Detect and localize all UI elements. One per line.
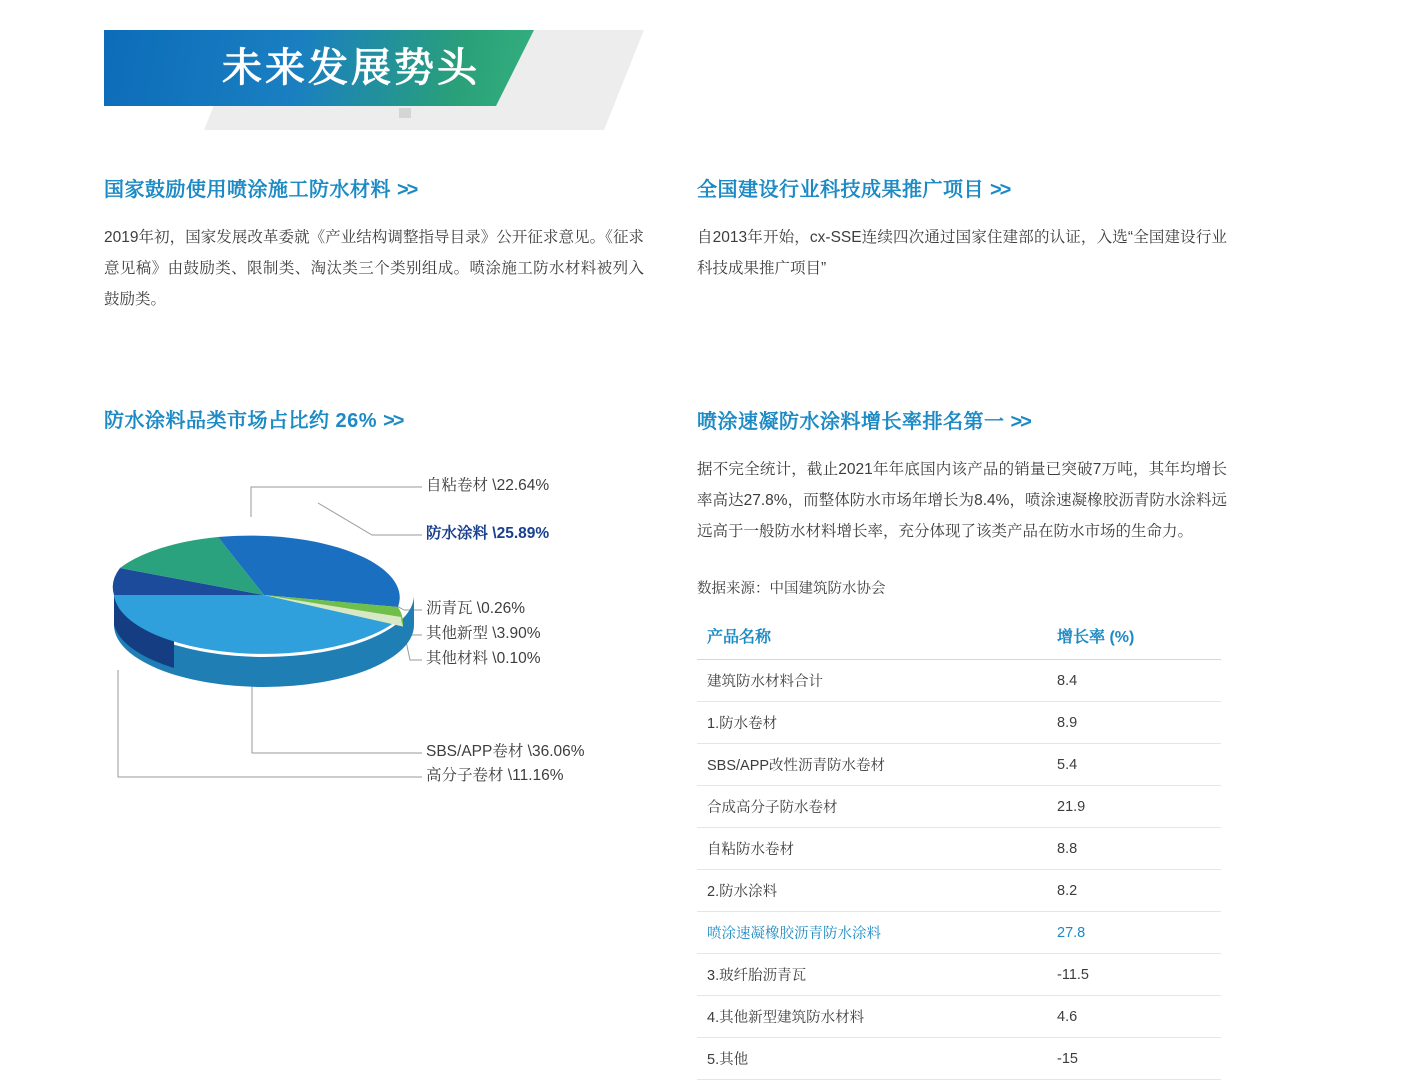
table-cell-product: 自粘防水卷材 xyxy=(697,828,1047,870)
section-growth-body: 据不完全统计，截止2021年年底国内该产品的销量已突破7万吨，其年均增长率高达27.8%，而整体防水市场年增长为8.4%，喷涂速凝橡胶沥青防水涂料远远高于一般防水材料增长率，充分体现了该类产品在防水市场的生命力。 xyxy=(697,461,1227,540)
table-row xyxy=(697,744,1221,786)
data-source-note: 数据来源：中国建筑防水协会 xyxy=(697,581,886,597)
table-cell-value: 21.9 xyxy=(1047,786,1221,828)
table-cell-value: -11.5 xyxy=(1047,954,1221,996)
table-cell-product: 2.防水涂料 xyxy=(697,870,1047,912)
table-row xyxy=(697,828,1221,870)
pie-label-liqingwa: 沥青瓦 \0.26% xyxy=(426,600,526,617)
table-row xyxy=(697,660,1221,702)
section-growth-title-text: 喷涂速凝防水涂料增长率排名第一 xyxy=(697,411,1005,433)
section-promotion-title xyxy=(697,176,1227,204)
table-cell-value: 8.9 xyxy=(1047,702,1221,744)
section-policy-title xyxy=(104,176,644,204)
section-market xyxy=(104,407,644,825)
section-policy-body: 2019年初，国家发展改革委就《产业结构调整指导目录》公开征求意见。《征求意见稿》由鼓励类、限制类、淘汰类三个类别组成。喷涂施工防水材料被列入鼓励类。 xyxy=(104,229,644,308)
table-cell-product: 5.其他 xyxy=(697,1038,1047,1080)
left-column xyxy=(104,176,644,825)
table-cell-value: 8.8 xyxy=(1047,828,1221,870)
table-cell-product: 3.玻纤胎沥青瓦 xyxy=(697,954,1047,996)
table-row xyxy=(697,702,1221,744)
section-policy xyxy=(104,176,644,315)
table-cell-value: 5.4 xyxy=(1047,744,1221,786)
section-market-title-text: 防水涂料品类市场占比约 26% xyxy=(104,410,378,432)
table-body xyxy=(697,660,1221,1080)
table-cell-product: SBS/APP改性沥青防水卷材 xyxy=(697,744,1047,786)
pie-chart-svg xyxy=(104,465,664,825)
table-cell-product: 合成高分子防水卷材 xyxy=(697,786,1047,828)
pie-label-sbsapp: SBS/APP卷材 \36.06% xyxy=(426,743,585,760)
table-row xyxy=(697,954,1221,996)
table-cell-value: -15 xyxy=(1047,1038,1221,1080)
section-growth-title xyxy=(697,408,1227,436)
pie-label-qitacailiao: 其他材料 \0.10% xyxy=(426,650,541,667)
section-growth xyxy=(697,408,1227,1080)
table-cell-product: 1.防水卷材 xyxy=(697,702,1047,744)
chevron-right-icon: >> xyxy=(397,179,417,201)
banner-tick-mark xyxy=(399,108,411,118)
table-row xyxy=(697,870,1221,912)
table-cell-value: 27.8 xyxy=(1047,912,1221,954)
table-row xyxy=(697,786,1221,828)
chevron-right-icon: >> xyxy=(990,179,1010,201)
right-column xyxy=(697,176,1227,1080)
pie-label-gaofenzi: 高分子卷材 \11.16% xyxy=(426,767,564,784)
table-cell-value: 8.2 xyxy=(1047,870,1221,912)
section-promotion xyxy=(697,176,1227,284)
section-market-title xyxy=(104,407,644,435)
table-header-row xyxy=(697,615,1221,660)
table-header-product: 产品名称 xyxy=(697,615,1047,660)
section-promotion-body: 自2013年开始，cx-SSE连续四次通过国家住建部的认证，入选“全国建设行业科技成果推广项目” xyxy=(697,229,1227,277)
pie-label-zizhan: 自粘卷材 \22.64% xyxy=(426,477,550,494)
pie-chart xyxy=(104,465,664,825)
chevron-right-icon: >> xyxy=(1010,411,1030,433)
table-cell-product: 建筑防水材料合计 xyxy=(697,660,1047,702)
pie-label-fangshuituliao: 防水涂料 \25.89% xyxy=(426,525,550,542)
table-row xyxy=(697,996,1221,1038)
pie-label-qitaxinxing: 其他新型 \3.90% xyxy=(426,625,541,642)
table-row xyxy=(697,1038,1221,1080)
section-promotion-title-text: 全国建设行业科技成果推广项目 xyxy=(697,179,984,201)
table-header-growth: 增长率 (%) xyxy=(1047,615,1221,660)
growth-rate-table xyxy=(697,615,1221,1080)
chevron-right-icon: >> xyxy=(383,410,403,432)
table-row-highlighted xyxy=(697,912,1221,954)
table-cell-value: 8.4 xyxy=(1047,660,1221,702)
header-banner xyxy=(104,30,644,130)
section-policy-title-text: 国家鼓励使用喷涂施工防水材料 xyxy=(104,179,391,201)
page-title: 未来发展势头 xyxy=(222,46,480,90)
table-cell-value: 4.6 xyxy=(1047,996,1221,1038)
table-cell-product: 4.其他新型建筑防水材料 xyxy=(697,996,1047,1038)
table-cell-product: 喷涂速凝橡胶沥青防水涂料 xyxy=(697,912,1047,954)
